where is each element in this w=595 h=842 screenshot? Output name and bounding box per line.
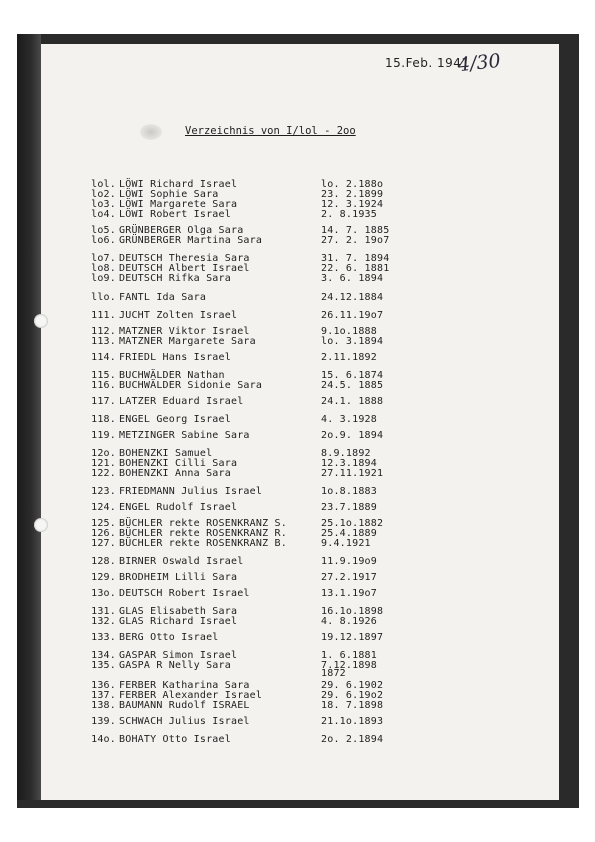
entry-birthdate: 15. 6.1874 — [321, 370, 384, 381]
entry-number: 114. — [91, 352, 116, 363]
entry-name: DEUTSCH Rifka Sara — [119, 273, 231, 284]
entry-number: lol. — [91, 179, 116, 190]
entry-row — [76, 700, 476, 711]
entry-birthdate: 22. 6. 1881 — [321, 263, 390, 274]
entry-number: 121. — [91, 458, 116, 469]
entry-number: 138. — [91, 700, 116, 711]
entry-row — [76, 734, 476, 745]
entry-name: LÖWI Margarete Sara — [119, 199, 238, 210]
entry-number: 131. — [91, 606, 116, 617]
entry-birthdate: 9.1o.1888 — [321, 326, 377, 337]
entry-number: 112. — [91, 326, 116, 337]
entry-name: GASPA R Nelly Sara — [119, 660, 231, 671]
entry-number: lo9. — [91, 273, 116, 284]
entry-row — [76, 468, 476, 479]
punch-hole-upper — [34, 314, 48, 328]
entry-birthdate: 25.1o.1882 — [321, 518, 384, 529]
entry-name: BOHENZKI Anna Sara — [119, 468, 231, 479]
entry-birthdate: 21.1o.1893 — [321, 716, 384, 727]
entry-birthdate: 13.1.19o7 — [321, 588, 377, 599]
entry-birthdate: 23.7.1889 — [321, 502, 377, 513]
entry-number: 119. — [91, 430, 116, 441]
entry-birthdate: 27. 2. 19o7 — [321, 235, 390, 246]
entry-row — [76, 632, 476, 643]
entry-name: BÜCHLER rekte ROSENKRANZ B. — [119, 538, 287, 549]
entry-number: 116. — [91, 380, 116, 391]
entry-birthdate: 12.3.1894 — [321, 458, 377, 469]
entry-birthdate: 2.11.1892 — [321, 352, 377, 363]
entry-birthdate: 2o.9. 1894 — [321, 430, 384, 441]
entry-number: 133. — [91, 632, 116, 643]
entry-number: 139. — [91, 716, 116, 727]
entry-row — [76, 716, 476, 727]
scan-border-top — [17, 34, 579, 44]
entry-number: 129. — [91, 572, 116, 583]
entry-name: SCHWACH Julius Israel — [119, 716, 250, 727]
entry-birthdate: 19.12.1897 — [321, 632, 384, 643]
entry-name: GASPAR Simon Israel — [119, 650, 238, 661]
entry-birthdate: 14. 7. 1885 — [321, 225, 390, 236]
entry-number: 122. — [91, 468, 116, 479]
entry-name: BOHATY Otto Israel — [119, 734, 231, 745]
entry-name: GRÜNBERGER Olga Sara — [119, 225, 244, 236]
entry-birthdate: 7.12.1898 — [321, 660, 377, 671]
entry-number: 115. — [91, 370, 116, 381]
entry-number: 118. — [91, 414, 116, 425]
entry-name: GLAS Elisabeth Sara — [119, 606, 238, 617]
entry-number: 128. — [91, 556, 116, 567]
entry-birthdate: 1872 — [321, 668, 346, 679]
ink-smudge — [140, 124, 162, 140]
entry-name: FERBER Katharina Sara — [119, 680, 250, 691]
entry-row — [76, 352, 476, 363]
punch-hole-lower — [34, 518, 48, 532]
entry-birthdate: lo. 2.188o — [321, 179, 384, 190]
entry-number: lo2. — [91, 189, 116, 200]
entry-row — [76, 310, 476, 321]
date-stamp: 15.Feb. 1941 — [385, 56, 470, 70]
entry-number: 135. — [91, 660, 116, 671]
entry-number: 124. — [91, 502, 116, 513]
entry-row — [76, 502, 476, 513]
entry-name: BRODHEIM Lilli Sara — [119, 572, 238, 583]
entry-number: 14o. — [91, 734, 116, 745]
entry-number: 127. — [91, 538, 116, 549]
entry-birthdate: 31. 7. 1894 — [321, 253, 390, 264]
entry-name: FRIEDMANN Julius Israel — [119, 486, 263, 497]
entry-birthdate: 4. 8.1926 — [321, 616, 377, 627]
entry-number: lo5. — [91, 225, 116, 236]
entry-name: BÜCHLER rekte ROSENKRANZ S. — [119, 518, 287, 529]
entry-row — [76, 588, 476, 599]
entry-number: lo3. — [91, 199, 116, 210]
entry-name: DEUTSCH Theresia Sara — [119, 253, 250, 264]
entry-birthdate: 24.12.1884 — [321, 292, 384, 303]
entry-name: DEUTSCH Albert Israel — [119, 263, 250, 274]
entry-name: LÖWI Robert Israel — [119, 209, 231, 220]
entry-name: BIRNER Oswald Israel — [119, 556, 244, 567]
entry-number: 12o. — [91, 448, 116, 459]
entry-row — [76, 336, 476, 347]
entry-birthdate: 18. 7.1898 — [321, 700, 384, 711]
entry-row — [76, 668, 476, 679]
entry-number: 13o. — [91, 588, 116, 599]
entry-row — [76, 292, 476, 303]
entry-name: JUCHT Zolten Israel — [119, 310, 238, 321]
entry-name: MATZNER Viktor Israel — [119, 326, 250, 337]
entry-name: LÖWI Sophie Sara — [119, 189, 219, 200]
entry-name: ENGEL Georg Israel — [119, 414, 231, 425]
entry-name: GRÜNBERGER Martina Sara — [119, 235, 263, 246]
entry-name: BUCHWÄLDER Sidonie Sara — [119, 380, 263, 391]
entry-birthdate: 2o. 2.1894 — [321, 734, 384, 745]
entry-name: MATZNER Margarete Sara — [119, 336, 256, 347]
entry-birthdate: 26.11.19o7 — [321, 310, 384, 321]
entry-name: LÖWI Richard Israel — [119, 179, 238, 190]
entry-birthdate: 24.5. 1885 — [321, 380, 384, 391]
entry-number: 136. — [91, 680, 116, 691]
entry-birthdate: 3. 6. 1894 — [321, 273, 384, 284]
entry-row — [76, 430, 476, 441]
entry-number: lo6. — [91, 235, 116, 246]
entry-number: 125. — [91, 518, 116, 529]
entry-row — [76, 572, 476, 583]
entry-birthdate: 24.1. 1888 — [321, 396, 384, 407]
entry-number: 137. — [91, 690, 116, 701]
entry-row — [76, 235, 476, 246]
entry-birthdate: 2. 8.1935 — [321, 209, 377, 220]
entry-birthdate: lo. 3.1894 — [321, 336, 384, 347]
entry-number: lo7. — [91, 253, 116, 264]
scan-border-bottom — [17, 800, 579, 808]
entry-birthdate: 27.11.1921 — [321, 468, 384, 479]
entry-name: BÜCHLER rekte ROSENKRANZ R. — [119, 528, 287, 539]
entry-number: 134. — [91, 650, 116, 661]
entry-name: BOHENZKI Cilli Sara — [119, 458, 238, 469]
entry-name: ENGEL Rudolf Israel — [119, 502, 238, 513]
scan-border-right — [559, 34, 579, 808]
entry-row — [76, 209, 476, 220]
entry-birthdate: 12. 3.1924 — [321, 199, 384, 210]
entry-row — [76, 273, 476, 284]
entry-row — [76, 414, 476, 425]
entry-number: 111. — [91, 310, 116, 321]
entry-birthdate: 11.9.19o9 — [321, 556, 377, 567]
entry-birthdate: 1. 6.1881 — [321, 650, 377, 661]
entry-number: 126. — [91, 528, 116, 539]
scan-border-left — [17, 34, 41, 808]
entry-name: BERG Otto Israel — [119, 632, 219, 643]
entry-row — [76, 380, 476, 391]
entry-birthdate: 25.4.1889 — [321, 528, 377, 539]
entry-number: lo4. — [91, 209, 116, 220]
entry-birthdate: 8.9.1892 — [321, 448, 371, 459]
entry-row — [76, 538, 476, 549]
entry-name: FERBER Alexander Israel — [119, 690, 263, 701]
entry-birthdate: 29. 6.19o2 — [321, 690, 384, 701]
entry-birthdate: 27.2.1917 — [321, 572, 377, 583]
entry-name: BAUMANN Rudolf ISRAEL — [119, 700, 250, 711]
entry-name: DEUTSCH Robert Israel — [119, 588, 250, 599]
entry-birthdate: 16.1o.1898 — [321, 606, 384, 617]
entry-name: LATZER Eduard Israel — [119, 396, 244, 407]
entry-name: FRIEDL Hans Israel — [119, 352, 231, 363]
entry-number: llo. — [91, 292, 116, 303]
entry-number: 132. — [91, 616, 116, 627]
entry-name: BUCHWÄLDER Nathan — [119, 370, 225, 381]
handwritten-folio-number: 4/30 — [456, 49, 502, 77]
entry-name: FANTL Ida Sara — [119, 292, 207, 303]
entry-birthdate: 1o.8.1883 — [321, 486, 377, 497]
entry-birthdate: 9.4.1921 — [321, 538, 371, 549]
document-heading: Verzeichnis von I/lol - 2oo — [185, 125, 356, 137]
entry-number: 117. — [91, 396, 116, 407]
entry-number: 123. — [91, 486, 116, 497]
entry-row — [76, 486, 476, 497]
entry-row — [76, 556, 476, 567]
entry-row — [76, 396, 476, 407]
entry-name: GLAS Richard Israel — [119, 616, 238, 627]
entry-name: METZINGER Sabine Sara — [119, 430, 250, 441]
entry-birthdate: 4. 3.1928 — [321, 414, 377, 425]
entry-birthdate: 29. 6.1902 — [321, 680, 384, 691]
entry-number: lo8. — [91, 263, 116, 274]
entry-number: 113. — [91, 336, 116, 347]
entry-birthdate: 23. 2.1899 — [321, 189, 384, 200]
entry-name: BOHENZKI Samuel — [119, 448, 213, 459]
entry-row — [76, 616, 476, 627]
